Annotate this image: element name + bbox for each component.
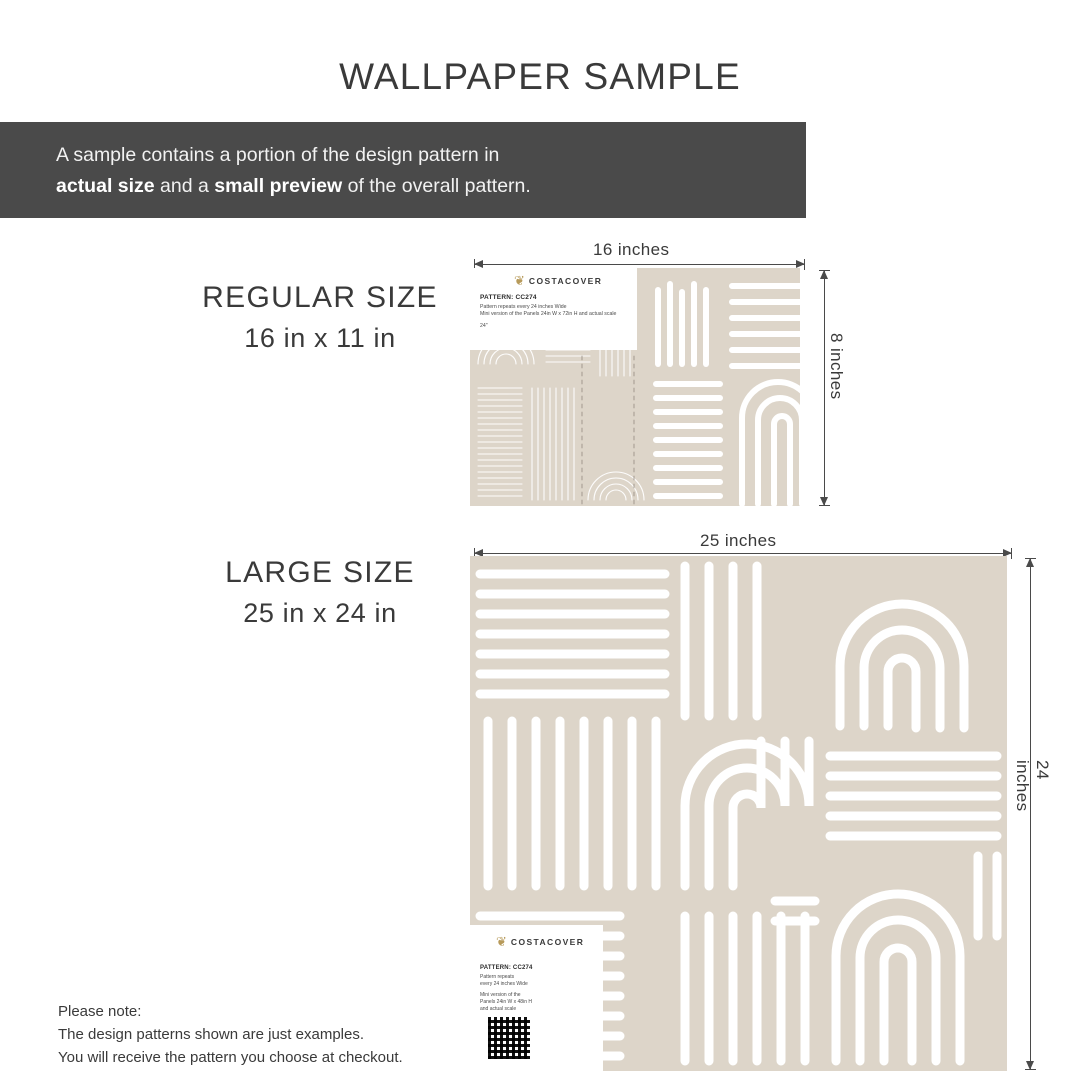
brand-name: COSTACOVER xyxy=(510,936,585,947)
pattern-code: PATTERN: CC274 xyxy=(480,294,537,301)
large-size-subtitle: 25 in x 24 in xyxy=(243,598,397,628)
large-width-tick-right xyxy=(1011,548,1012,559)
large-width-label: 25 inches xyxy=(700,531,777,550)
regular-width-tick-right xyxy=(804,259,805,270)
regular-size-title: REGULAR SIZE xyxy=(202,281,438,314)
large-size-title: LARGE SIZE xyxy=(225,556,415,589)
pattern-scale-note-3: and actual scale xyxy=(480,1006,517,1012)
regular-info-card xyxy=(470,268,637,350)
footer-line-1: Please note: xyxy=(58,1003,142,1020)
regular-width-label: 16 inches xyxy=(593,240,670,259)
leaf-icon: ❦ xyxy=(514,273,525,288)
regular-height-line xyxy=(824,270,825,506)
pattern-repeat-note-1: Pattern repeats xyxy=(480,974,515,980)
large-height-arrow-up xyxy=(1026,558,1034,567)
qr-code xyxy=(488,1017,530,1059)
pattern-scale-note: Mini version of the Panels 24in W x 72in H and actual scale xyxy=(480,311,617,318)
regular-width-line xyxy=(474,264,805,265)
banner-text-and-a: and a xyxy=(154,175,215,197)
pattern-scale-note-2: Panels 24in W x 48in H xyxy=(480,999,532,1005)
banner-line-2 xyxy=(56,171,766,202)
leaf-icon: ❦ xyxy=(496,934,507,949)
large-height-line xyxy=(1030,558,1031,1070)
banner-text-tail: of the overall pattern. xyxy=(342,175,531,197)
banner-emphasis-actual-size: actual size xyxy=(56,175,155,197)
banner-line-1: A sample contains a portion of the design pattern in xyxy=(56,144,500,166)
regular-size-label xyxy=(145,278,495,358)
regular-height-tick-bottom xyxy=(819,505,830,506)
large-info-card xyxy=(470,925,603,1071)
brand-lockup xyxy=(514,274,602,287)
regular-size-subtitle: 16 in x 11 in xyxy=(244,323,396,353)
large-size-label xyxy=(145,553,495,633)
brand-lockup-large xyxy=(496,935,584,948)
regular-width-arrow-left xyxy=(474,260,483,268)
banner-emphasis-small-preview: small preview xyxy=(214,175,343,197)
pattern-repeat-note-2: every 24 inches Wide xyxy=(480,981,528,987)
large-width-line xyxy=(474,553,1012,554)
brand-name: COSTACOVER xyxy=(528,275,603,286)
large-height-tick-top xyxy=(1025,558,1036,559)
regular-height-tick-top xyxy=(819,270,830,271)
scale-tick-label: 24" xyxy=(480,322,488,329)
info-banner xyxy=(0,122,806,218)
regular-height-arrow-up xyxy=(820,270,828,279)
footer-line-3: You will receive the pattern you choose at checkout. xyxy=(58,1049,403,1066)
footer-note xyxy=(58,1000,478,1069)
page-title: WALLPAPER SAMPLE xyxy=(339,56,741,97)
regular-height-label: 8 inches xyxy=(827,333,846,400)
pattern-code-large: PATTERN: CC274 xyxy=(480,965,533,971)
large-height-label: 24 inches xyxy=(1013,760,1052,812)
pattern-repeat-note: Pattern repeats every 24 inches Wide xyxy=(480,304,567,310)
pattern-scale-note-1: Mini version of the xyxy=(480,992,521,998)
footer-line-2: The design patterns shown are just examples. xyxy=(58,1026,364,1043)
large-height-tick-bottom xyxy=(1025,1069,1036,1070)
